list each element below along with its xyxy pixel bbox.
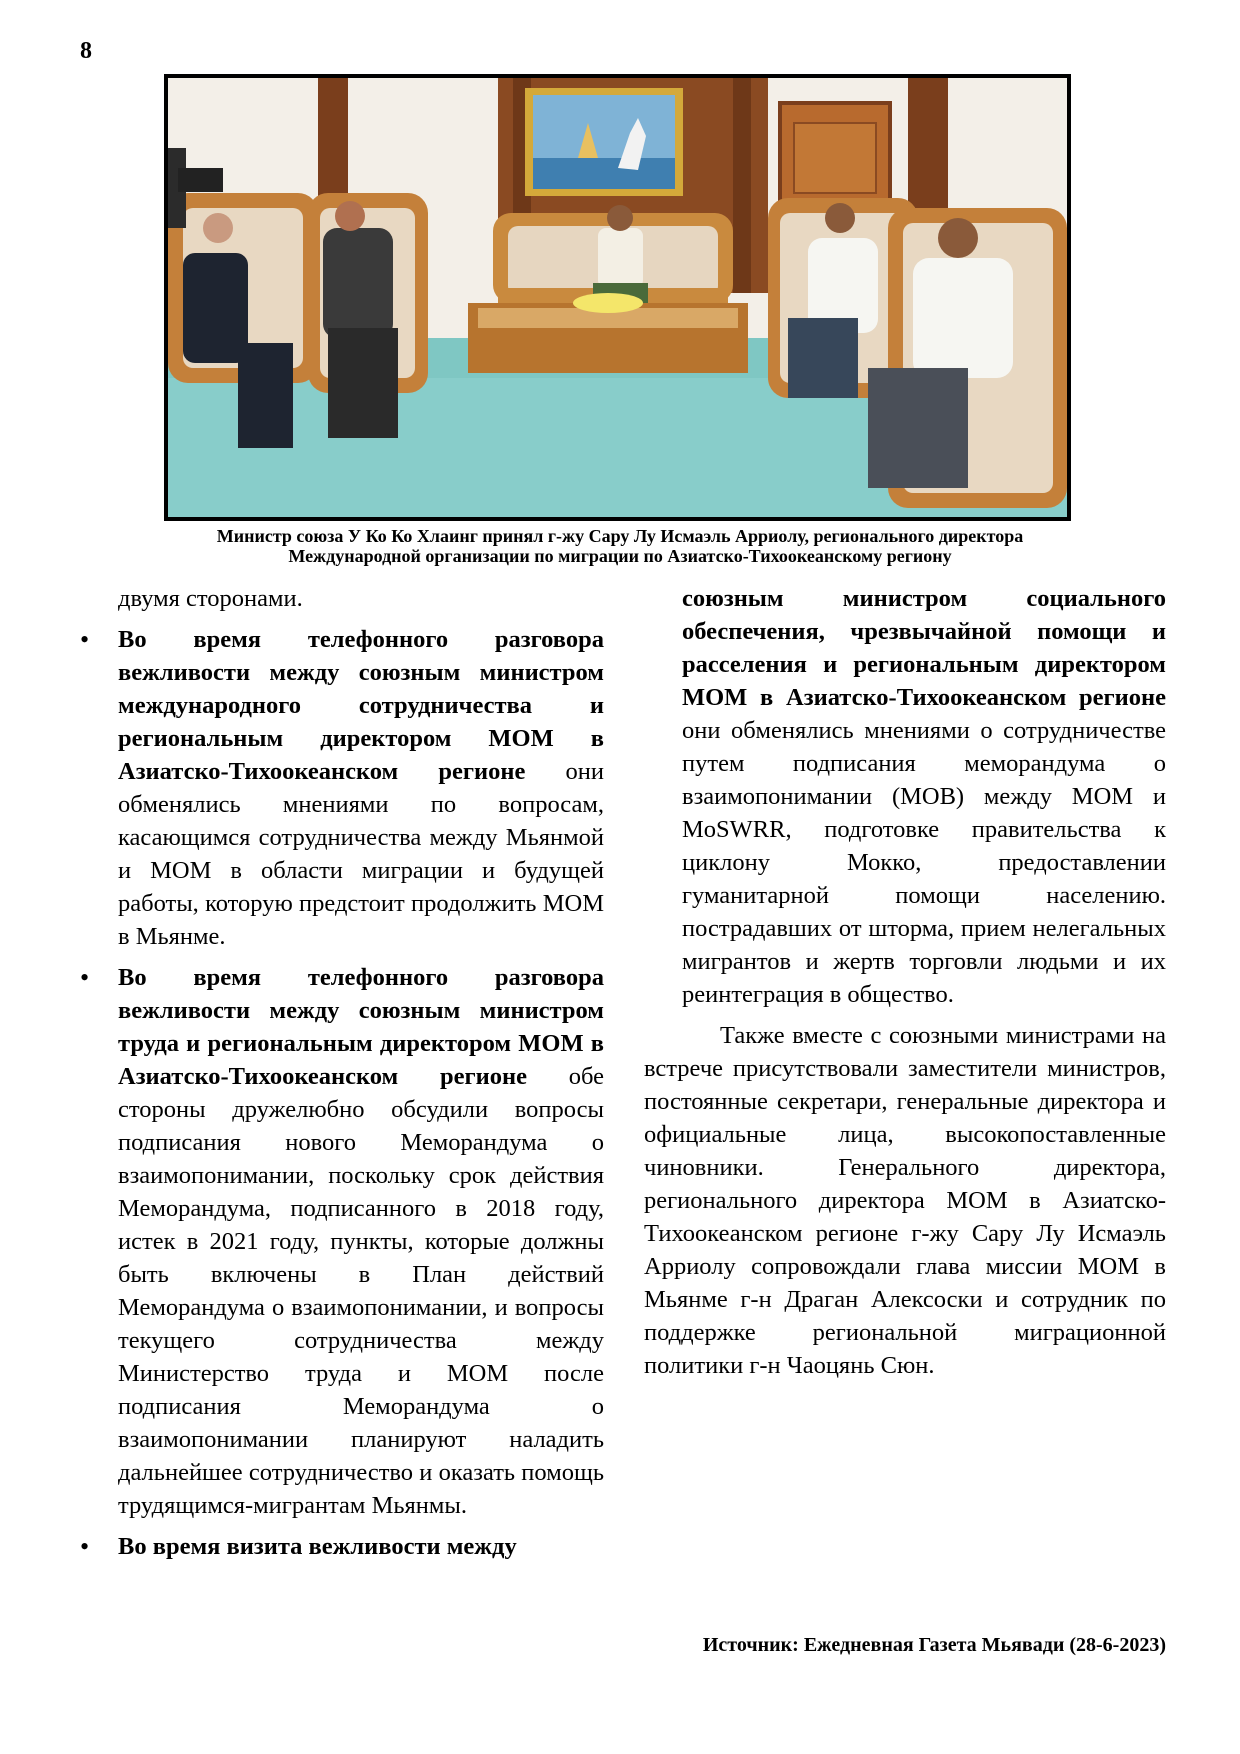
page-number: 8 [80,38,92,64]
continuation-text: они обменялись мнениями о сотрудничестве путем подписания меморандума о взаимопонимании (МОВ) между МОМ и MoSWRR, подготовке правительства к циклону Мокко, предоставлении гуманитарной помощи населению. пострадавших от шторма, прием нелегальных мигрантов и жертв торговли людьми и их реинтеграция в общество. [682,717,1166,1008]
bullet-item-1 [118,623,604,953]
bullet-3-bold: Во время визита вежливости между [118,1533,517,1560]
right-column [644,582,1166,1382]
bullet-2-text: обе стороны дружелюбно обсудили вопросы подписания нового Меморандума о взаимопонимании, поскольку срок действия Меморандума, подписанного в 2018 году, истек в 2021 году, пункты, которые должны быть включены в План действий Меморандума о взаимопонимании, и вопросы текущего сотрудничества между Министерство труда и МОМ после подписания Меморандума о взаимопонимании планируют наладить дальнейшее сотрудничество и оказать помощь трудящимся-мигрантам Мьянмы. [118,1063,604,1519]
bullet-2-bold: Во время телефонного разговора вежливости между союзным министром труда и региональным директором МОМ в Азиатско-Тихоокеанском регионе [118,964,604,1090]
left-column [118,582,604,1563]
photo-caption [110,526,1130,566]
bullet-item-2 [118,961,604,1522]
continuation-paragraph [644,582,1166,1011]
bullet-1-text: они обменялись мнениями по вопросам, касающимся сотрудничества между Мьянмой и МОМ в области миграции и будущей работы, которую предстоит продолжить МОМ в Мьянме. [118,758,604,950]
caption-line-2: Международной организации по миграции по Азиатско-Тихоокеанскому региону [288,546,952,566]
caption-line-1: Министр союза У Ко Ко Хлаинг принял г-жу Сару Лу Исмаэль Арриолу, регионального директора [216,526,1024,546]
bullet-list [118,623,604,1563]
bullet-item-3 [118,1530,604,1563]
closing-paragraph: Также вместе с союзными министрами на встрече присутствовали заместители министров, постоянные секретари, генеральные директора и официальные лица, высокопоставленные чиновники. Генерального директора, регионального директора МОМ в Азиатско-Тихоокеанском регионе г-жу Сару Лу Исмаэль Арриолу сопровождали глава миссии МОМ в Мьянме г-н Драган Алексоски и сотрудник по поддержке региональной миграционной политики г-н Чаоцянь Сюн. [644,1022,1166,1379]
intro-text: двумя сторонами. [118,585,303,612]
bullet-1-bold: Во время телефонного разговора вежливости между союзным министром международного сотрудничества и региональным директором МОМ в Азиатско-Тихоокеанском регионе [118,626,604,785]
meeting-photo [164,74,1071,521]
source-line: Источник: Ежедневная Газета Мьявади (28-6-2023) [702,1634,1166,1656]
continuation-bold: союзным министром социального обеспечения, чрезвычайной помощи и расселения и региональным директором МОМ в Азиатско-Тихоокеанском регионе [682,585,1166,711]
